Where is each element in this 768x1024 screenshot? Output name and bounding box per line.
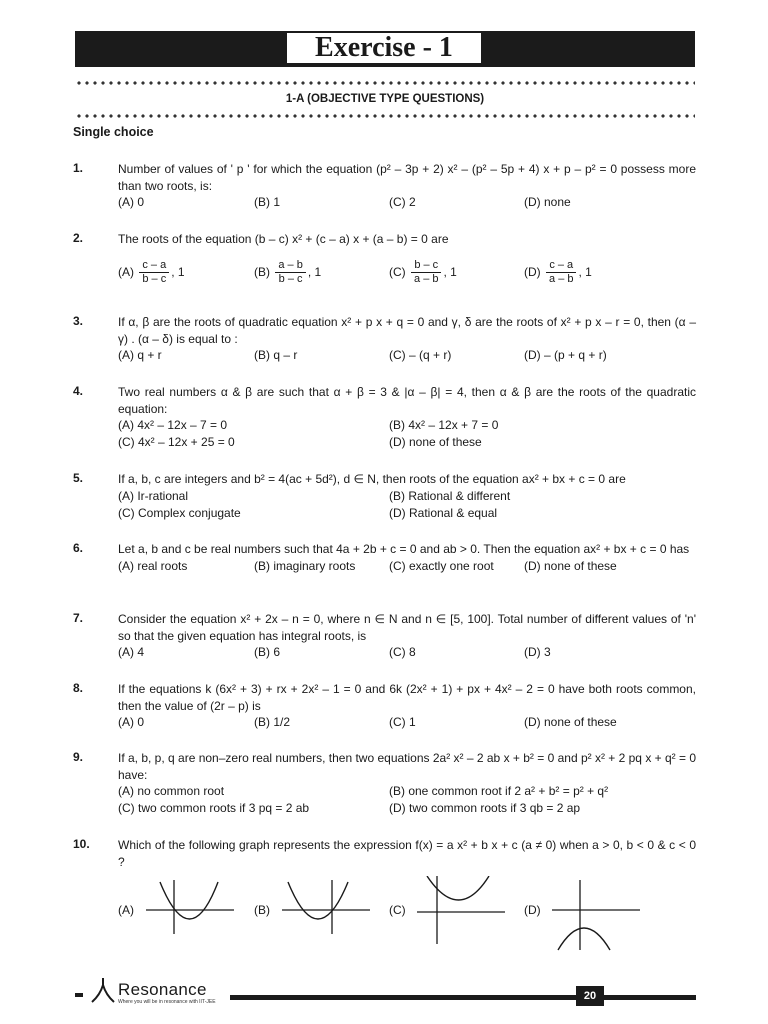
- option-b[interactable]: (B) q – r: [254, 348, 298, 362]
- question-7: [73, 611, 696, 661]
- graph-options-row: [118, 876, 696, 961]
- options-row: [118, 255, 696, 289]
- parabola-graph-d: [552, 876, 642, 951]
- fraction: [411, 259, 441, 286]
- options-row: [118, 783, 696, 800]
- fraction: [139, 259, 169, 286]
- options-row: [118, 347, 696, 364]
- dotted-divider-bottom: [75, 114, 695, 118]
- question-text: Which of the following graph represents the expression f(x) = a x² + b x + c (a ≠ 0) when a > 0, b < 0 & c < 0 ?: [118, 838, 696, 869]
- question-number: 4.: [73, 384, 84, 398]
- option-a[interactable]: (A) 0: [118, 715, 145, 729]
- dotted-divider-top: [75, 81, 695, 85]
- option-label: (A): [118, 264, 134, 279]
- section-title: 1-A (OBJECTIVE TYPE QUESTIONS): [285, 93, 485, 105]
- option-label: (A): [118, 903, 134, 917]
- option-c[interactable]: [389, 255, 457, 289]
- options-row: [118, 417, 696, 434]
- options-row: [118, 644, 696, 661]
- parabola-graph-c: [417, 876, 507, 946]
- question-number: 5.: [73, 471, 84, 485]
- option-d[interactable]: (D) none of these: [524, 715, 617, 729]
- option-a[interactable]: (A) 4: [118, 645, 145, 659]
- option-b[interactable]: (B) imaginary roots: [254, 558, 356, 573]
- question-text: If the equations k (6x² + 3) + rx + 2x² – 1 = 0 and 6k (2x² + 1) + px + 4x² – 2 = 0 have both roots common, then the value of (2r – p) is: [118, 682, 696, 713]
- option-b[interactable]: (B) 6: [254, 645, 281, 659]
- option-label: (D): [524, 264, 541, 279]
- option-c[interactable]: (C) 1: [389, 715, 416, 729]
- parabola-graph-b: [282, 876, 372, 936]
- numerator: b – c: [411, 259, 441, 273]
- brand-name: Resonance: [118, 980, 207, 999]
- question-6: [73, 541, 696, 575]
- denominator: a – b: [549, 272, 574, 285]
- option-d[interactable]: (D) none of these: [524, 558, 617, 573]
- question-number: 3.: [73, 314, 84, 328]
- option-c[interactable]: (C) two common roots if 3 pq = 2 ab: [118, 801, 310, 815]
- question-number: 9.: [73, 750, 84, 764]
- question-text: Consider the equation x² + 2x – n = 0, where n ∈ N and n ∈ [5, 100]. Total number of different values of 'n' so that the given equation has integral roots, is: [118, 612, 696, 643]
- option-a[interactable]: (A) Ir-rational: [118, 488, 189, 503]
- option-label: (B): [254, 264, 270, 279]
- question-2: [73, 231, 696, 289]
- option-c[interactable]: (C) 4x² – 12x + 25 = 0: [118, 435, 235, 449]
- options-row: [118, 505, 696, 522]
- option-b[interactable]: (B) one common root if 2 a² + b² = p² + q²: [389, 784, 609, 798]
- option-b[interactable]: (B) 1: [254, 195, 281, 209]
- option-d[interactable]: (D) – (p + q + r): [524, 348, 607, 362]
- option-a[interactable]: (A) 0: [118, 195, 145, 209]
- question-number: 6.: [73, 541, 84, 555]
- question-number: 1.: [73, 161, 84, 175]
- option-label: (C): [389, 264, 406, 279]
- question-number: 7.: [73, 611, 84, 625]
- title-box: [287, 33, 481, 63]
- option-a[interactable]: (A) real roots: [118, 558, 188, 573]
- option-a[interactable]: [118, 255, 185, 289]
- option-b[interactable]: [254, 255, 321, 289]
- options-row: [118, 488, 696, 505]
- numerator: c – a: [546, 259, 576, 273]
- question-text: If a, b, p, q are non–zero real numbers, then two equations 2a² x² – 2 ab x + b² = 0 and p² x² + 2 pq x + q² = 0 have:: [118, 751, 697, 782]
- question-3: [73, 314, 696, 364]
- question-number: 2.: [73, 231, 84, 245]
- footer-left-bar: [75, 993, 83, 997]
- question-text: The roots of the equation (b – c) x² + (c – a) x + (a – b) = 0 are: [118, 232, 449, 246]
- options-row: [118, 434, 696, 451]
- option-d[interactable]: [524, 255, 592, 289]
- option-tail: , 1: [171, 264, 185, 279]
- question-text: If α, β are the roots of quadratic equation x² + p x + q = 0 and γ, δ are the roots of x² + p x – r = 0, then (α – γ) . (α – δ) is equal to :: [118, 315, 696, 346]
- option-a[interactable]: (A) 4x² – 12x – 7 = 0: [118, 418, 228, 432]
- denominator: b – c: [142, 272, 167, 285]
- question-10: [73, 837, 696, 961]
- options-row: [118, 558, 696, 575]
- question-5: [73, 471, 696, 522]
- question-text: Number of values of ' p ' for which the equation (p² – 3p + 2) x² – (p² – 5p + 4) x + p – p² = 0 possess more than two roots, is:: [118, 162, 696, 193]
- parabola-graph-a: [146, 876, 236, 936]
- subsection-title: Single choice: [73, 125, 154, 139]
- numerator: a – b: [275, 259, 305, 273]
- option-d[interactable]: (D) none of these: [389, 435, 482, 449]
- option-b[interactable]: (B) 1/2: [254, 715, 291, 729]
- option-c[interactable]: (C) Complex conjugate: [118, 505, 241, 520]
- option-d[interactable]: (D) 3: [524, 645, 551, 659]
- option-b[interactable]: (B) 4x² – 12x + 7 = 0: [389, 418, 499, 432]
- resonance-logo-icon: [88, 975, 118, 1005]
- page-number: 20: [576, 986, 604, 1006]
- question-number: 10.: [73, 837, 90, 851]
- question-number: 8.: [73, 681, 84, 695]
- option-label: (D): [524, 903, 541, 917]
- fraction: [275, 259, 305, 286]
- option-tail: , 1: [578, 264, 592, 279]
- option-a[interactable]: (A) q + r: [118, 348, 162, 362]
- option-c[interactable]: (C) 8: [389, 645, 416, 659]
- option-c[interactable]: (C) – (q + r): [389, 348, 452, 362]
- option-d[interactable]: (D) none: [524, 195, 571, 209]
- option-tail: , 1: [443, 264, 457, 279]
- page-title: Exercise - 1: [315, 32, 453, 63]
- option-b[interactable]: (B) Rational & different: [389, 488, 511, 503]
- option-label: (B): [254, 903, 270, 917]
- brand-tagline: Where you will be in resonance with IIT-JEE: [118, 999, 216, 1005]
- question-text: Let a, b and c be real numbers such that 4a + 2b + c = 0 and ab > 0. Then the equation ax² + bx + c = 0 has: [118, 542, 690, 556]
- options-row: [118, 194, 696, 211]
- numerator: c – a: [139, 259, 169, 273]
- option-label: (C): [389, 903, 406, 917]
- option-c[interactable]: (C) exactly one root: [389, 558, 494, 573]
- options-row: [118, 714, 696, 731]
- option-d[interactable]: (D) Rational & equal: [389, 505, 498, 520]
- footer-rule: [230, 995, 696, 1000]
- question-9: [73, 750, 696, 817]
- question-text: If a, b, c are integers and b² = 4(ac + 5d²), d ∈ N, then roots of the equation ax² + bx + c = 0 are: [118, 472, 626, 486]
- option-tail: , 1: [307, 264, 322, 279]
- options-row: [118, 800, 696, 817]
- option-a[interactable]: (A) no common root: [118, 784, 225, 798]
- question-text: Two real numbers α & β are such that α + β = 3 & |α – β| = 4, then α & β are the roots of the quadratic equation:: [118, 385, 696, 416]
- fraction: [546, 259, 576, 286]
- question-4: [73, 384, 696, 451]
- option-d[interactable]: (D) two common roots if 3 qb = 2 ap: [389, 801, 581, 815]
- question-1: [73, 161, 696, 211]
- denominator: b – c: [278, 272, 303, 285]
- title-banner: [75, 31, 695, 67]
- question-8: [73, 681, 696, 731]
- option-c[interactable]: (C) 2: [389, 195, 416, 209]
- denominator: a – b: [414, 272, 439, 285]
